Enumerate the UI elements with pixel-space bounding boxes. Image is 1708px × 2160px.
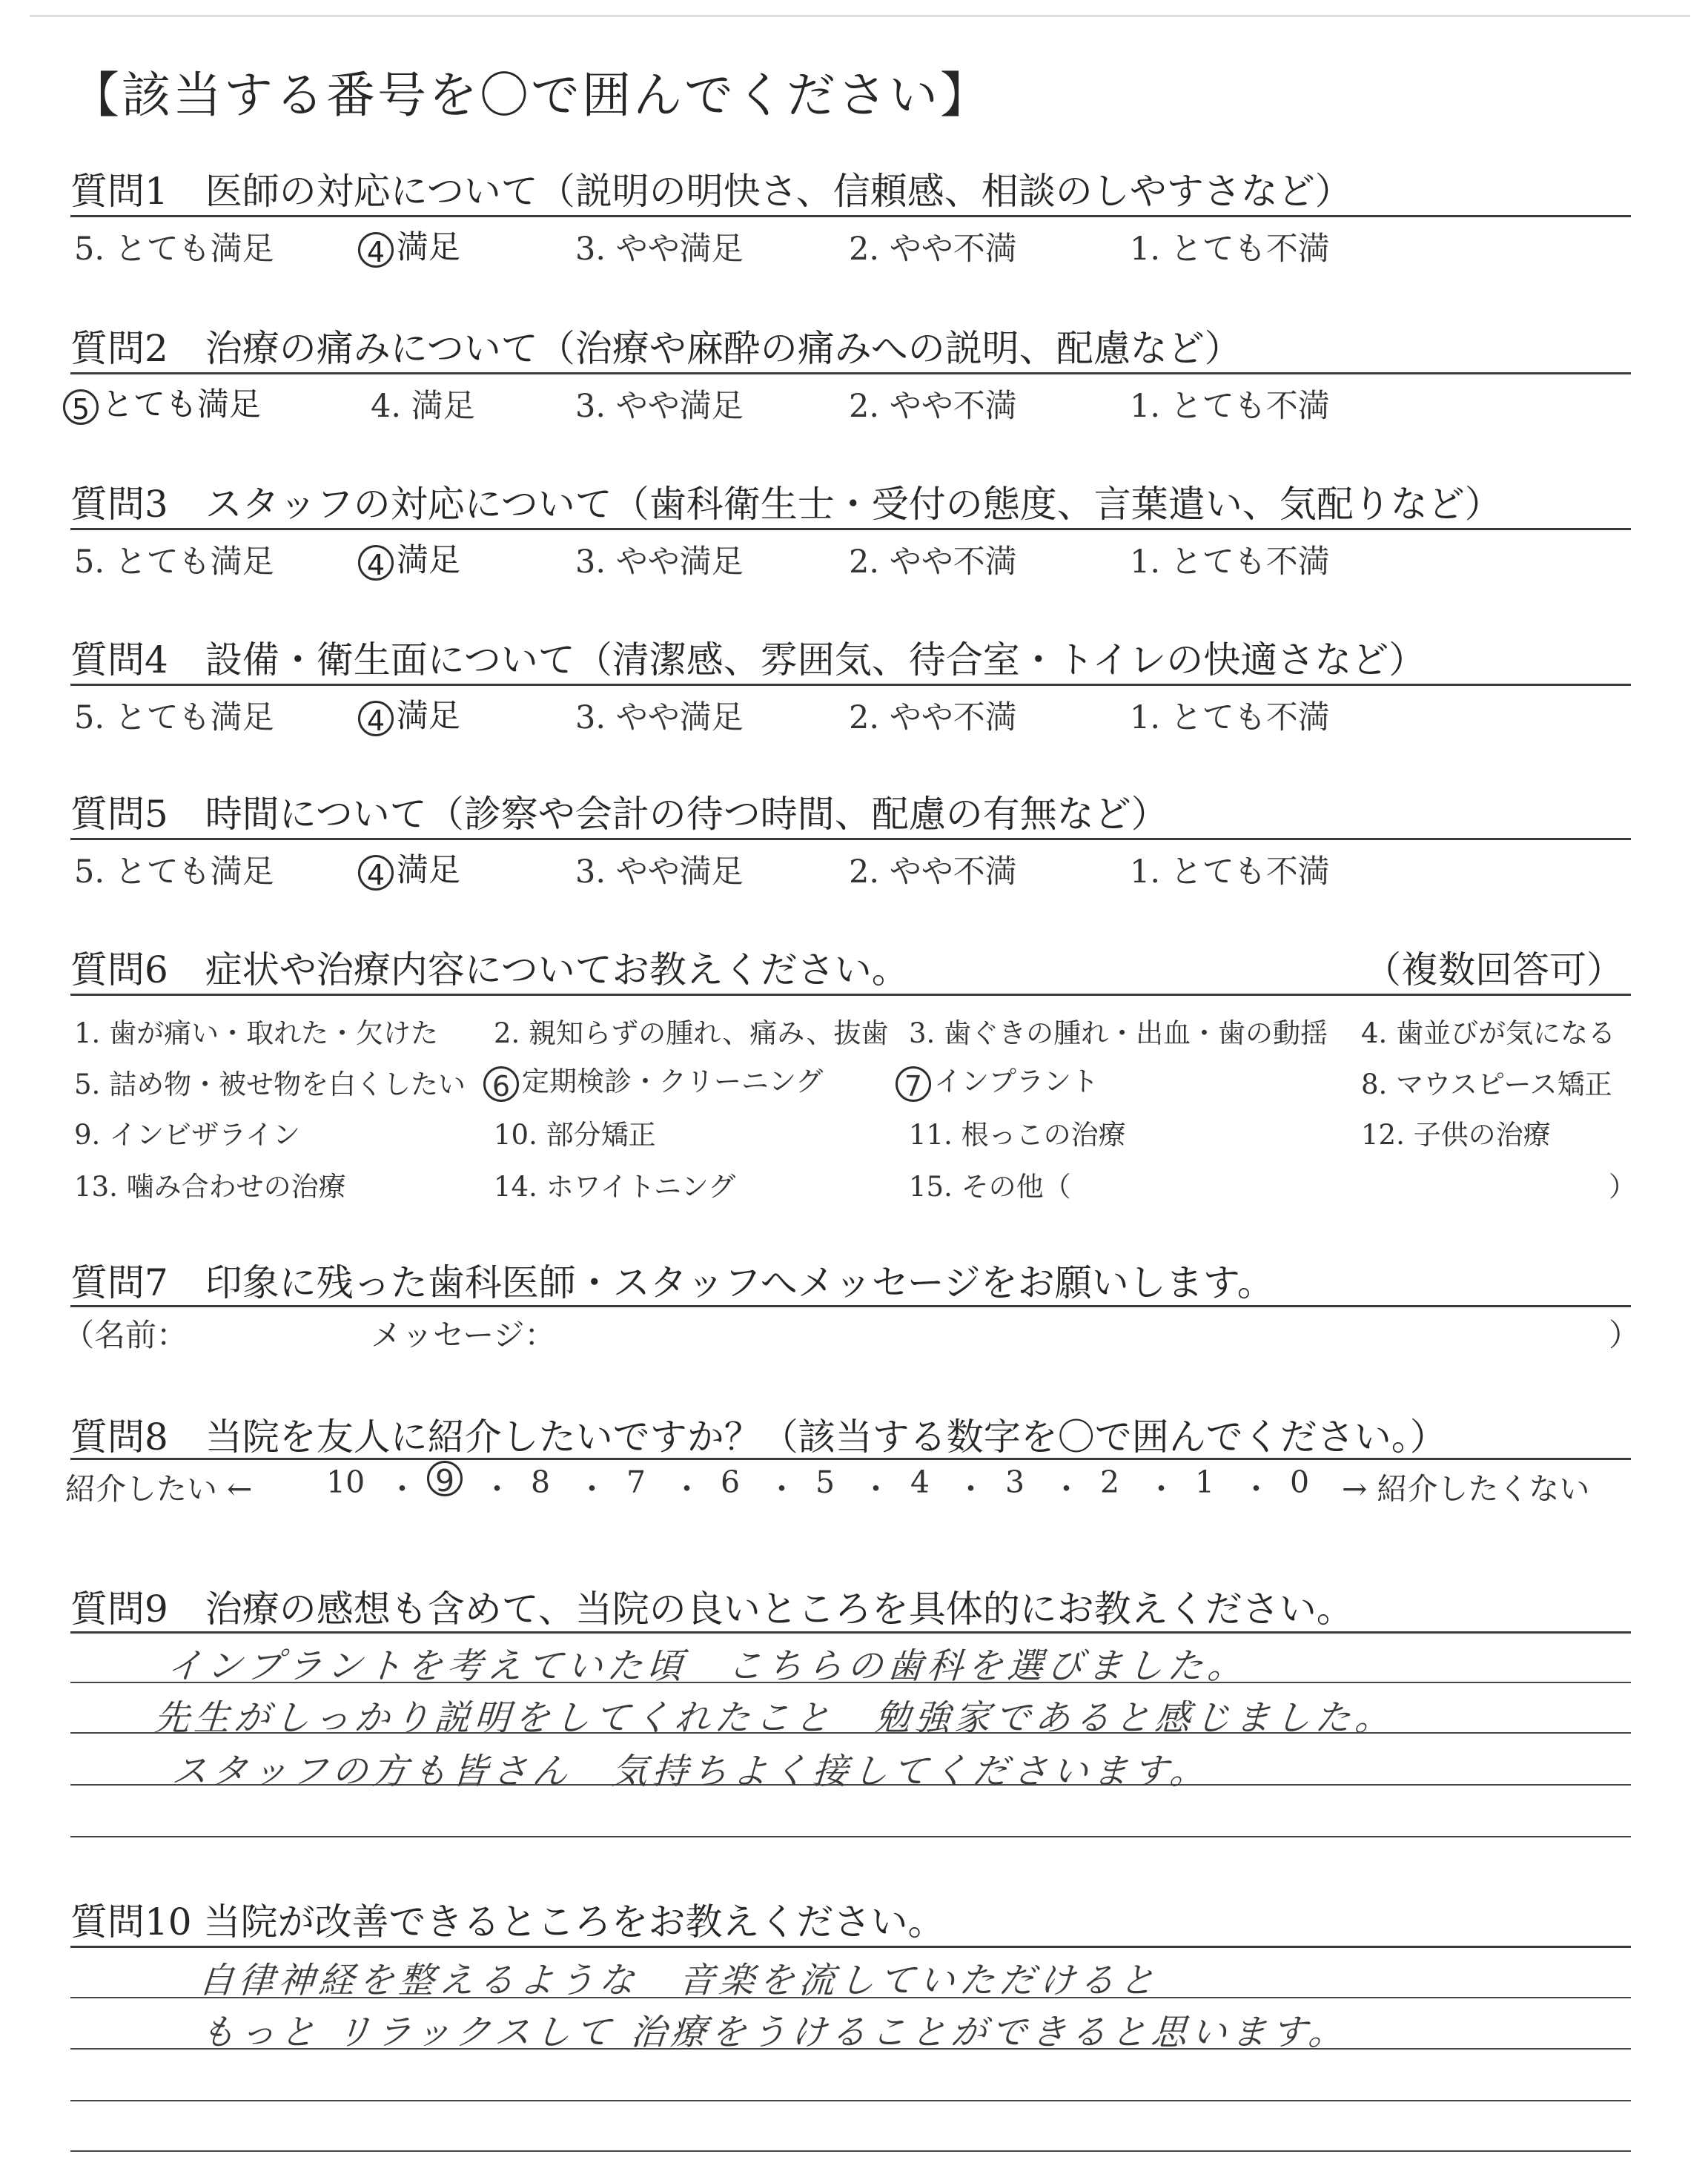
q1-option-5[interactable]: 5. とても満足: [74, 231, 274, 268]
q5-option-5[interactable]: 5. とても満足: [74, 853, 274, 891]
q5-option-3[interactable]: 3. やや満足: [575, 853, 744, 891]
symptom-2[interactable]: 2. 親知らずの腫れ、痛み、抜歯: [494, 1017, 889, 1049]
q7-rule: [70, 1305, 1631, 1307]
q4-option-2[interactable]: 2. やや不満: [849, 699, 1017, 736]
q7-title: 質問7 印象に残った歯科医師・スタッフへメッセージをお願いします。: [70, 1261, 1274, 1304]
symptom-10[interactable]: 10. 部分矯正: [494, 1119, 656, 1151]
q1-rule: [70, 215, 1631, 217]
q3-option-2[interactable]: 2. やや不満: [849, 544, 1017, 581]
q2-rule: [70, 372, 1631, 374]
q3-rule: [70, 528, 1631, 530]
q3-title: 質問3 スタッフの対応について（歯科衛生士・受付の態度、言葉遣い、気配りなど）: [70, 483, 1502, 526]
scale-left-label: 紹介したい ←: [65, 1471, 253, 1507]
q4-option-3[interactable]: 3. やや満足: [575, 699, 744, 736]
top-border: [30, 15, 1690, 17]
symptom-8[interactable]: 8. マウスピース矯正: [1361, 1069, 1612, 1100]
q10-answer-line-1: 自律神経を整えるような 音楽を流していただけると: [196, 1960, 1161, 2001]
q8-title: 質問8 当院を友人に紹介したいですか？（該当する数字を〇で囲んでください。）: [70, 1416, 1447, 1459]
scale-right-label: → 紹介したくない: [1342, 1471, 1590, 1507]
q7-message-label[interactable]: メッセージ：: [371, 1317, 556, 1353]
selection-circle: 5: [63, 389, 99, 425]
q7-close-paren: ）: [1609, 1317, 1641, 1353]
q9-answer-line-2: 先生がしっかり説明をしてくれたこと 勉強家であると感じました。: [152, 1697, 1397, 1739]
selection-circle: 7: [896, 1066, 931, 1102]
scale-dot: ・: [1051, 1471, 1082, 1507]
scale-dot: ・: [861, 1471, 891, 1507]
q5-option-4-selected[interactable]: 4 満足: [358, 845, 460, 891]
q1-option-2[interactable]: 2. やや不満: [849, 231, 1017, 268]
q10-rule: [70, 1946, 1631, 1948]
scale-dot: ・: [767, 1471, 797, 1507]
selection-circle: 4: [358, 232, 394, 268]
scale-8[interactable]: 8: [531, 1464, 551, 1500]
symptom-9[interactable]: 9. インビザライン: [74, 1119, 300, 1151]
scale-4[interactable]: 4: [910, 1464, 930, 1500]
scale-dot: ・: [577, 1471, 607, 1507]
answer-line: [70, 1836, 1631, 1837]
q2-option-5-selected[interactable]: 5 とても満足: [63, 380, 261, 425]
scale-dot: ・: [1146, 1471, 1176, 1507]
symptom-4[interactable]: 4. 歯並びが気になる: [1361, 1017, 1616, 1049]
symptom-12[interactable]: 12. 子供の治療: [1361, 1119, 1551, 1151]
scale-2[interactable]: 2: [1100, 1464, 1120, 1500]
q4-option-1[interactable]: 1. とても不満: [1130, 699, 1330, 736]
scale-dot: ・: [956, 1471, 986, 1507]
q4-option-5[interactable]: 5. とても満足: [74, 699, 274, 736]
q2-option-2[interactable]: 2. やや不満: [849, 388, 1017, 425]
q1-option-3[interactable]: 3. やや満足: [575, 231, 744, 268]
recommend-scale: [65, 1464, 1629, 1509]
selection-circle: 4: [358, 545, 394, 581]
q2-option-1[interactable]: 1. とても不満: [1130, 388, 1330, 425]
scale-6[interactable]: 6: [721, 1464, 741, 1500]
q3-option-3[interactable]: 3. やや満足: [575, 544, 744, 581]
symptom-15-close-paren: ）: [1609, 1171, 1636, 1203]
symptom-5[interactable]: 5. 詰め物・被せ物を白くしたい: [74, 1069, 466, 1100]
scale-0[interactable]: 0: [1290, 1464, 1310, 1500]
q10-answer-line-2: もっと リラックスして 治療をうけることができると思います。: [198, 2012, 1350, 2053]
selection-circle: 4: [358, 701, 394, 736]
q5-title: 質問5 時間について（診察や会計の待つ時間、配慮の有無など）: [70, 793, 1168, 836]
q7-name-label[interactable]: （名前：: [63, 1317, 188, 1353]
selection-circle: 9: [427, 1461, 463, 1496]
q10-title: 質問10 当院が改善できるところをお教えください。: [70, 1900, 945, 1943]
scale-3[interactable]: 3: [1005, 1464, 1025, 1500]
q4-option-4-selected[interactable]: 4 満足: [358, 691, 460, 736]
scale-dot: ・: [387, 1471, 417, 1507]
q9-answer-line-3: スタッフの方も皆さん 気持ちよく接してくださいます。: [170, 1751, 1211, 1792]
q4-title: 質問4 設備・衛生面について（清潔感、雰囲気、待合室・トイレの快適さなど）: [70, 638, 1426, 681]
symptom-3[interactable]: 3. 歯ぐきの腫れ・出血・歯の動揺: [909, 1017, 1328, 1049]
selection-circle: 6: [483, 1066, 519, 1102]
symptom-11[interactable]: 11. 根っこの治療: [909, 1119, 1126, 1151]
q4-rule: [70, 684, 1631, 686]
q5-option-1[interactable]: 1. とても不満: [1130, 853, 1330, 891]
q9-answer-line-1: インプラントを考えていた頃 こちらの歯科を選びました。: [165, 1645, 1249, 1687]
q1-title: 質問1 医師の対応について（説明の明快さ、信頼感、相談のしやすさなど）: [70, 170, 1352, 213]
scale-1[interactable]: 1: [1195, 1464, 1215, 1500]
q2-title: 質問2 治療の痛みについて（治療や麻酔の痛みへの説明、配慮など）: [70, 327, 1242, 370]
q6-rule: [70, 994, 1631, 996]
scale-dot: ・: [1241, 1471, 1271, 1507]
symptom-7-selected[interactable]: 7 インプラント: [896, 1059, 1099, 1102]
q8-rule: [70, 1458, 1631, 1460]
q9-title: 質問9 治療の感想も含めて、当院の良いところを具体的にお教えください。: [70, 1588, 1354, 1631]
answer-line: [70, 2100, 1631, 2101]
q2-option-4[interactable]: 4. 満足: [371, 388, 475, 425]
scale-dot: ・: [482, 1471, 512, 1507]
scale-5[interactable]: 5: [815, 1464, 835, 1500]
selection-circle: 4: [358, 855, 394, 891]
symptom-15-other[interactable]: 15. その他（: [909, 1171, 1071, 1203]
symptom-1[interactable]: 1. 歯が痛い・取れた・欠けた: [74, 1017, 439, 1049]
scale-7[interactable]: 7: [626, 1464, 646, 1500]
q2-option-3[interactable]: 3. やや満足: [575, 388, 744, 425]
q5-rule: [70, 838, 1631, 840]
q3-option-1[interactable]: 1. とても不満: [1130, 544, 1330, 581]
q6-multiple-note: （複数回答可）: [1364, 948, 1623, 991]
q3-option-4-selected[interactable]: 4 満足: [358, 535, 460, 581]
symptom-14[interactable]: 14. ホワイトニング: [494, 1171, 736, 1203]
q5-option-2[interactable]: 2. やや不満: [849, 853, 1017, 891]
answer-line: [70, 2150, 1631, 2152]
scale-10[interactable]: 10: [326, 1464, 365, 1500]
q6-title: 質問6 症状や治療内容についてお教えください。: [70, 948, 909, 991]
q9-rule: [70, 1631, 1631, 1634]
q1-option-4-selected[interactable]: 4 満足: [358, 222, 460, 268]
scale-dot: ・: [672, 1471, 702, 1507]
symptom-6-selected[interactable]: 6 定期検診・クリーニング: [483, 1059, 823, 1102]
form-header: 【該当する番号を〇で囲んでください】: [70, 67, 991, 124]
q3-option-5[interactable]: 5. とても満足: [74, 544, 274, 581]
q1-option-1[interactable]: 1. とても不満: [1130, 231, 1330, 268]
symptom-13[interactable]: 13. 噛み合わせの治療: [74, 1171, 346, 1203]
